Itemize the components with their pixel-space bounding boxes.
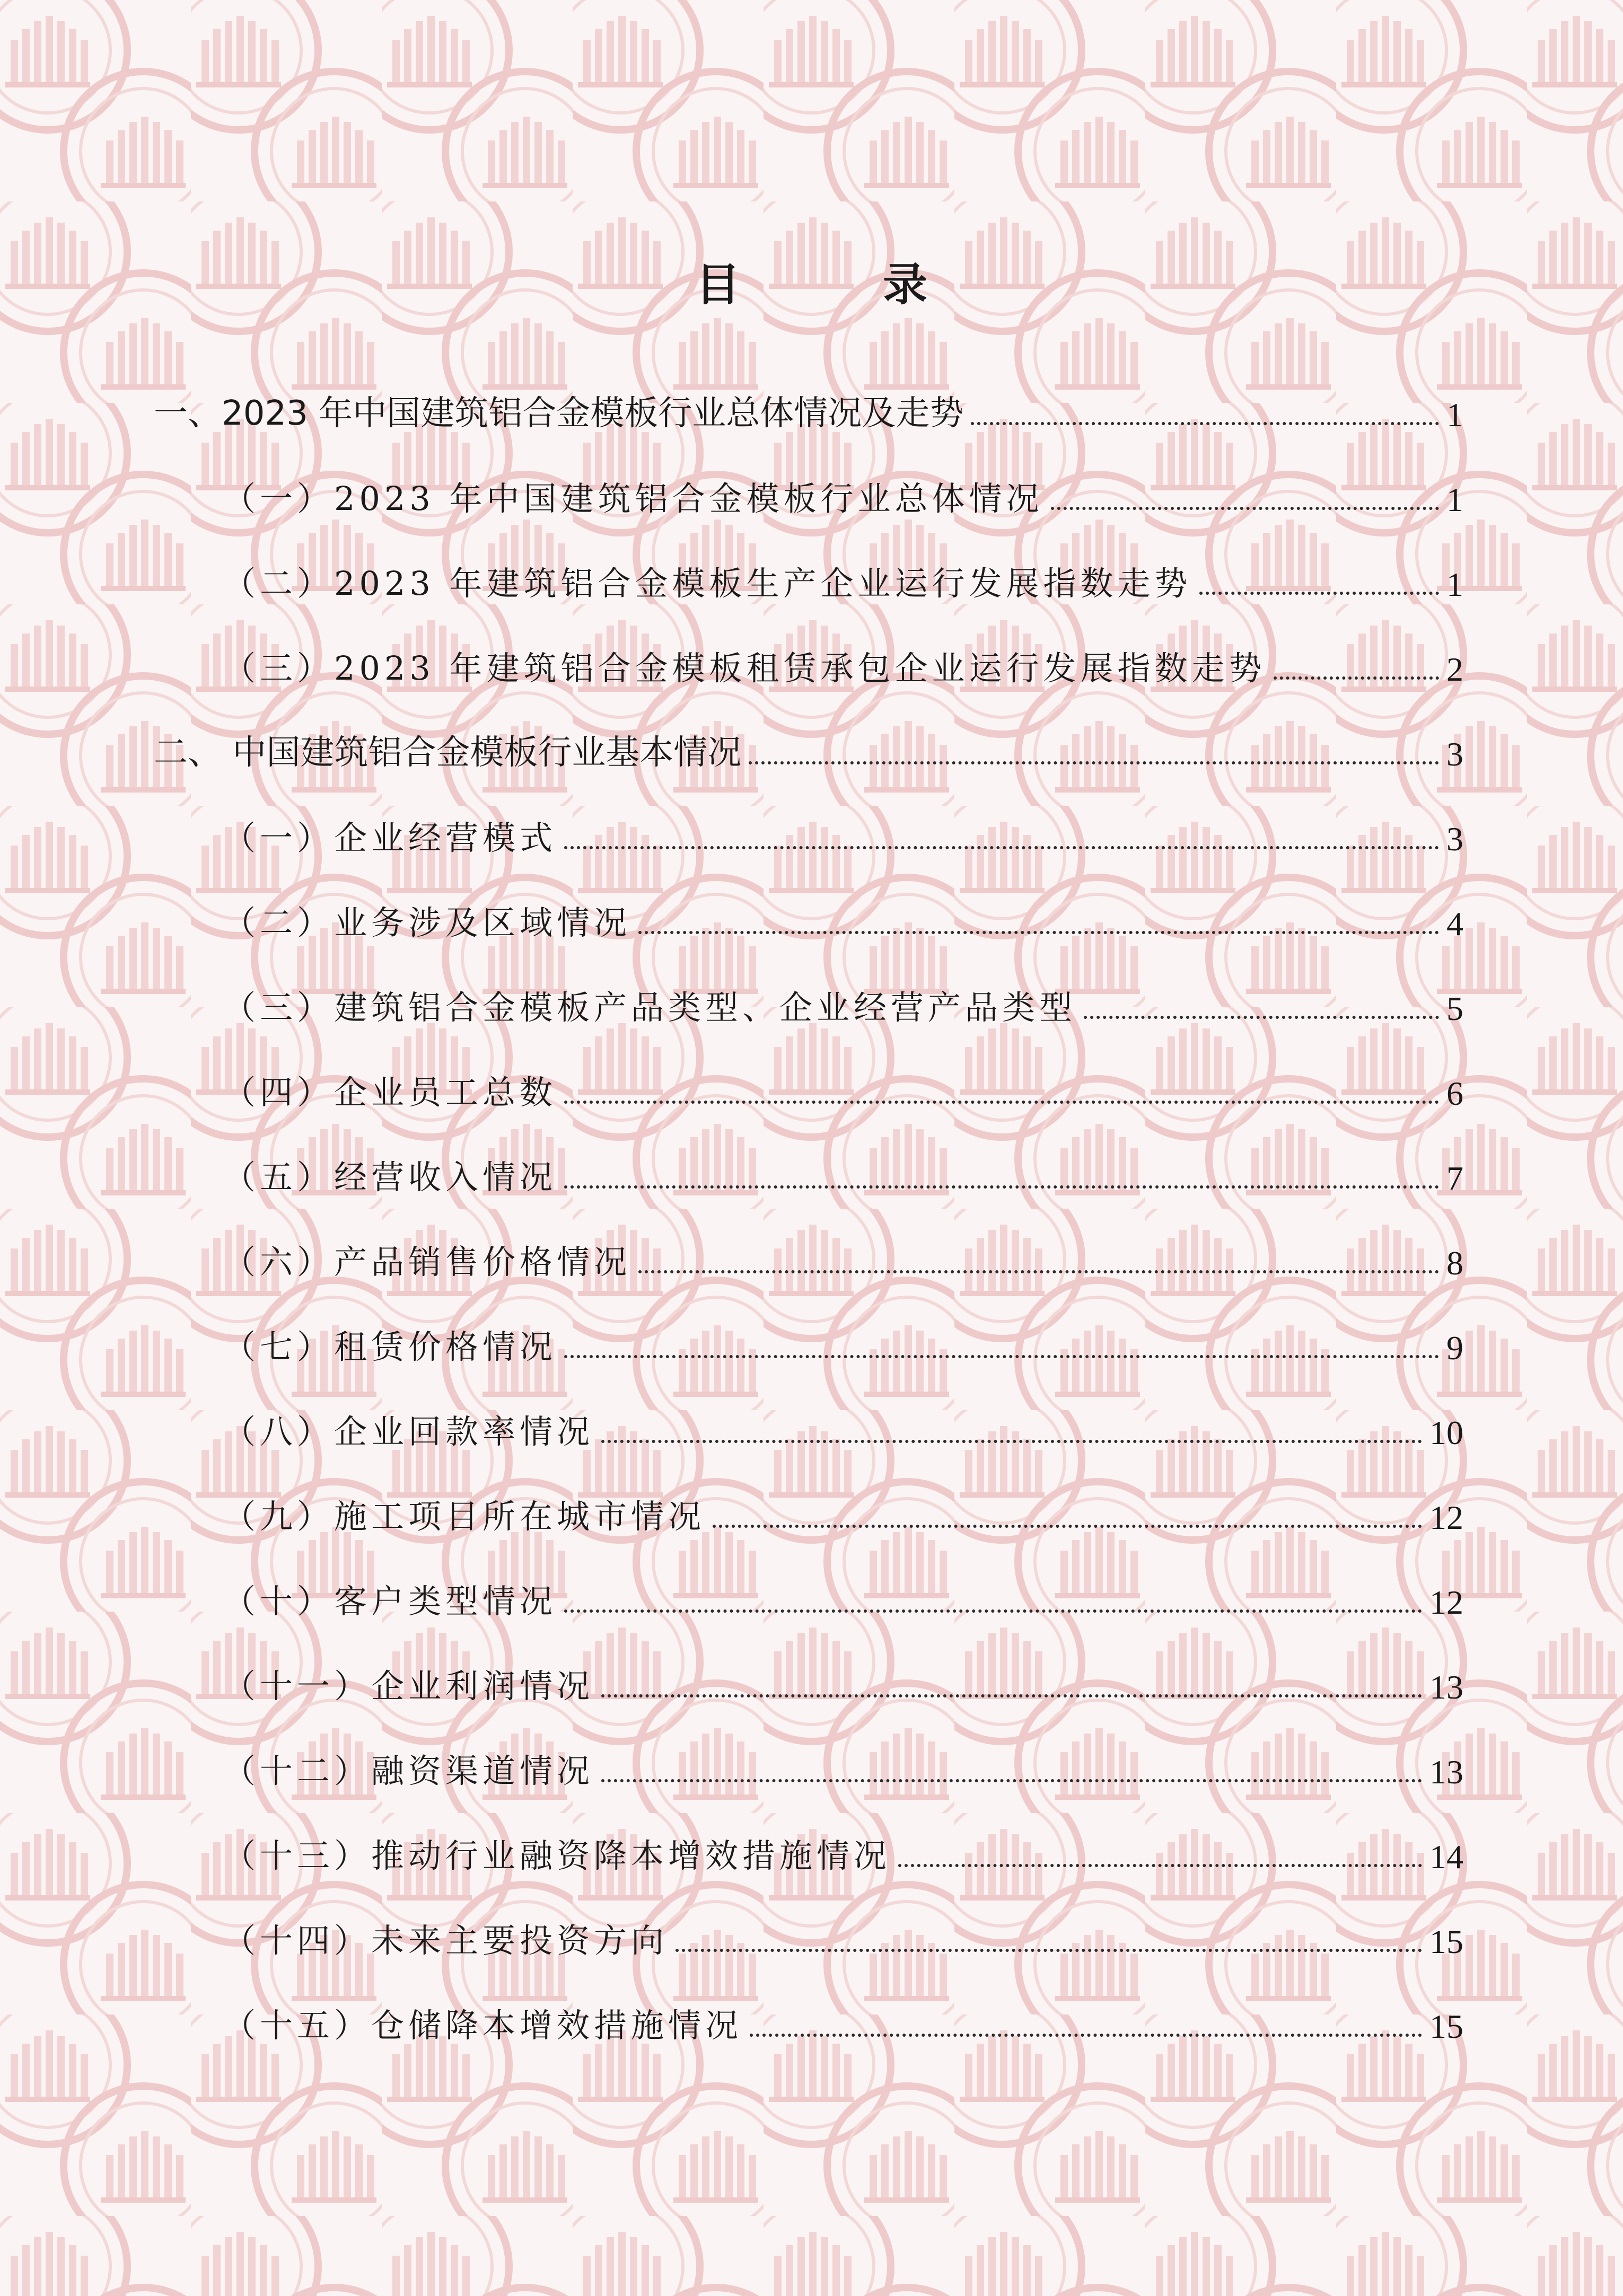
toc-entry[interactable] <box>223 1315 1463 1368</box>
toc-dot-leader <box>749 761 1439 764</box>
toc-entry-page-number: 14 <box>1429 1838 1463 1876</box>
toc-entry[interactable] <box>223 1484 1463 1537</box>
page-title: 目 录 <box>695 259 992 311</box>
toc-entry-label: （十）客户类型情况 <box>223 1582 557 1621</box>
toc-entry[interactable] <box>223 1739 1463 1792</box>
toc-entry-page-number: 10 <box>1429 1414 1463 1452</box>
toc-dot-leader <box>601 1440 1422 1443</box>
toc-dot-leader <box>638 1270 1439 1273</box>
toc-entry-page-number: 6 <box>1446 1075 1463 1112</box>
toc-entry-label: （二）2023 年建筑铝合金模板生产企业运行发展指数走势 <box>223 564 1192 603</box>
toc-entry-label: （三）2023 年建筑铝合金模板租赁承包企业运行发展指数走势 <box>223 649 1266 688</box>
toc-dot-leader <box>971 422 1439 425</box>
toc-dot-leader <box>564 1185 1439 1189</box>
toc-entry[interactable] <box>223 467 1463 520</box>
toc-entry-page-number: 7 <box>1446 1159 1463 1197</box>
toc-entry-label: （一）2023 年中国建筑铝合金模板行业总体情况 <box>223 479 1043 518</box>
toc-entry[interactable] <box>223 1145 1463 1198</box>
toc-entry[interactable] <box>223 1654 1463 1707</box>
toc-entry-page-number: 1 <box>1446 481 1463 518</box>
toc-entry-page-number: 1 <box>1446 566 1463 603</box>
toc-entry-label: 一、2023 年中国建筑铝合金模板行业总体情况及走势 <box>154 394 964 433</box>
toc-entry-label: （十二）融资渠道情况 <box>223 1752 594 1790</box>
toc-entry[interactable] <box>154 721 1463 774</box>
toc-entry-label: （二）业务涉及区域情况 <box>223 903 631 942</box>
toc-entry[interactable] <box>223 975 1463 1028</box>
toc-entry-page-number: 12 <box>1429 1499 1463 1536</box>
toc-dot-leader <box>1274 676 1440 680</box>
toc-entry-page-number: 15 <box>1429 1923 1463 1960</box>
toc-entry[interactable] <box>223 891 1463 944</box>
toc-entry[interactable] <box>223 1400 1463 1453</box>
toc-dot-leader <box>713 1525 1422 1528</box>
toc-dot-leader <box>1084 1016 1439 1019</box>
toc-entry-label: （一）企业经营模式 <box>223 819 557 857</box>
toc-entry[interactable] <box>223 1908 1463 1961</box>
toc-entry-label: （九）施工项目所在城市情况 <box>223 1497 706 1536</box>
toc-entry[interactable] <box>223 1824 1463 1877</box>
toc-entry-page-number: 13 <box>1429 1753 1463 1791</box>
toc-entry-label: （六）产品销售价格情况 <box>223 1243 631 1281</box>
toc-entry-page-number: 3 <box>1446 820 1463 858</box>
toc-entry[interactable] <box>223 1569 1463 1622</box>
toc-dot-leader <box>564 846 1439 849</box>
toc-entry-page-number: 1 <box>1446 396 1463 434</box>
toc-dot-leader <box>898 1864 1422 1867</box>
toc-dot-leader <box>601 1694 1422 1697</box>
toc-entry-page-number: 3 <box>1446 735 1463 773</box>
toc-entry-page-number: 13 <box>1429 1668 1463 1706</box>
toc-entry-label: （五）经营收入情况 <box>223 1158 557 1197</box>
toc-entry-label: （四）企业员工总数 <box>223 1073 557 1112</box>
toc-dot-leader <box>675 1949 1422 1952</box>
toc-dot-leader <box>1051 507 1440 510</box>
toc-entry[interactable] <box>223 636 1463 689</box>
toc-entry-page-number: 15 <box>1429 2008 1463 2045</box>
toc-dot-leader <box>1199 592 1440 595</box>
toc-dot-leader <box>564 1355 1439 1358</box>
toc-dot-leader <box>601 1779 1422 1782</box>
toc-entry-page-number: 5 <box>1446 990 1463 1027</box>
toc-entry-page-number: 9 <box>1446 1329 1463 1367</box>
toc-dot-leader <box>564 1609 1422 1613</box>
toc-entry-page-number: 2 <box>1446 650 1463 688</box>
toc-entry[interactable] <box>223 1993 1463 2046</box>
toc-entry[interactable] <box>154 382 1463 435</box>
toc-entry-page-number: 4 <box>1446 905 1463 943</box>
toc-entry[interactable] <box>223 806 1463 859</box>
toc-entry-label: （三）建筑铝合金模板产品类型、企业经营产品类型 <box>223 988 1077 1027</box>
toc-entry[interactable] <box>223 1230 1463 1283</box>
toc-entry-label: 二、 中国建筑铝合金模板行业基本情况 <box>154 733 742 772</box>
toc-entry-page-number: 8 <box>1446 1244 1463 1282</box>
toc-entry-label: （十四）未来主要投资方向 <box>223 1921 669 1960</box>
toc-dot-leader <box>638 931 1439 934</box>
toc-entry[interactable] <box>223 1060 1463 1113</box>
toc-entry-label: （十五）仓储降本增效措施情况 <box>223 2006 743 2045</box>
toc-entry-label: （八）企业回款率情况 <box>223 1412 594 1451</box>
toc-entry-page-number: 12 <box>1429 1584 1463 1621</box>
toc-entry[interactable] <box>223 551 1463 604</box>
toc-entry-label: （十三）推动行业融资降本增效措施情况 <box>223 1836 891 1875</box>
toc-entry-label: （十一）企业利润情况 <box>223 1667 594 1705</box>
toc-dot-leader <box>564 1101 1439 1104</box>
toc-dot-leader <box>750 2034 1422 2037</box>
toc-entry-label: （七）租赁价格情况 <box>223 1327 557 1366</box>
